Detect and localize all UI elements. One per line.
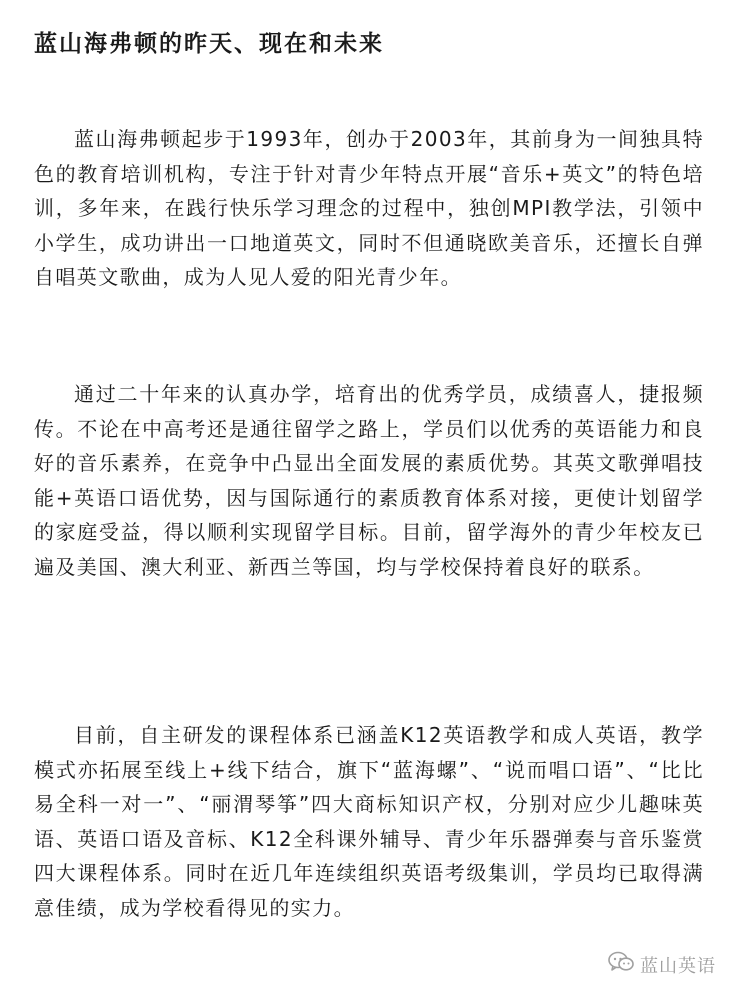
paragraph-achievements: 通过二十年来的认真办学，培育出的优秀学员，成绩喜人，捷报频传。不论在中高考还是通往留学之路上，学员们以优秀的英语能力和良好的音乐素养，在竞争中凸显出全面发展的素质优势。其英文歌弹唱技能+英语口语优势，因与国际通行的素质教育体系对接，更使计划留学的家庭受益，得以顺利实现留学目标。目前，留学海外的青少年校友已遍及美国、澳大利亚、新西兰等国，均与学校保持着良好的联系。 — [34, 382, 704, 579]
watermark-label: 蓝山英语 — [640, 955, 716, 977]
watermark — [608, 951, 716, 978]
paragraph-present: 目前，自主研发的课程体系已涵盖K12英语教学和成人英语，教学模式亦拓展至线上+线下结合，旗下“蓝海螺”、“说而唱口语”、“比比易全科一对一”、“丽渭琴筝”四大商标知识产权，分别对应少儿趣味英语、英语口语及音标、K12全科课外辅导、青少年乐器弹奏与音乐鉴赏四大课程体系。同时在近几年连续组织英语考级集训，学员均已取得满意佳绩，成为学校看得见的实力。 — [34, 723, 704, 920]
wechat-icon — [608, 951, 634, 978]
article-title: 蓝山海弗顿的昨天、现在和未来 — [34, 31, 384, 57]
paragraph-history: 蓝山海弗顿起步于1993年，创办于2003年，其前身为一间独具特色的教育培训机构，专注于针对青少年特点开展“音乐+英文”的特色培训，多年来，在践行快乐学习理念的过程中，独创MPI教学法，引领中小学生，成功讲出一口地道英文，同时不但通晓欧美音乐，还擅长自弹自唱英文歌曲，成为人见人爱的阳光青少年。 — [34, 127, 704, 289]
